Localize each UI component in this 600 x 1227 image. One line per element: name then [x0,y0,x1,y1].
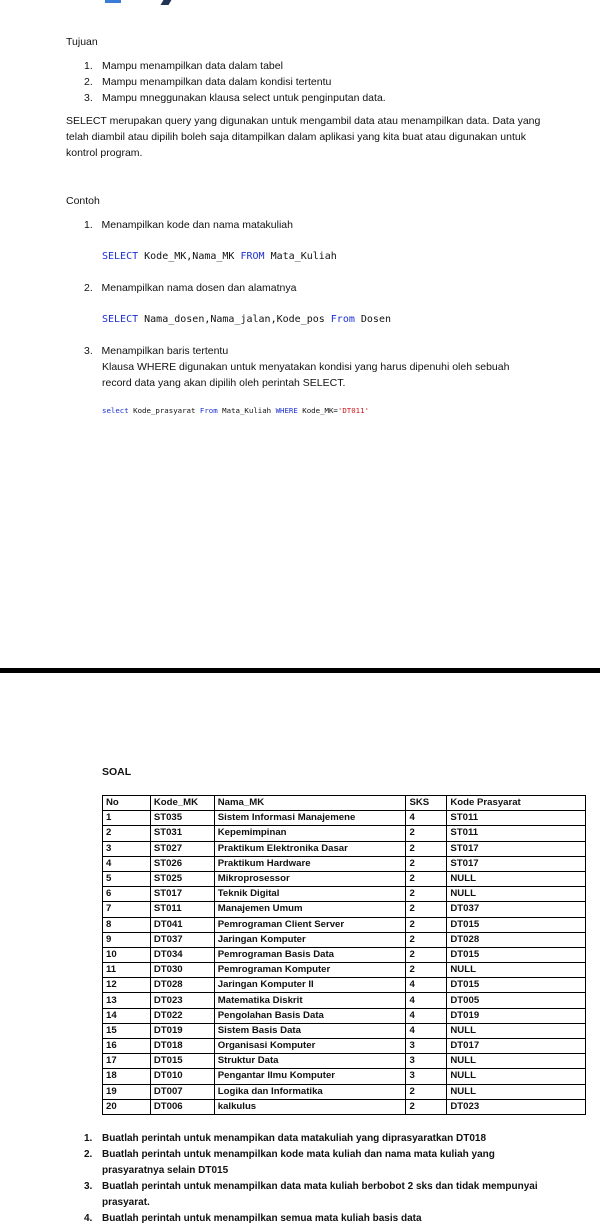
list-item: 3. Mampu mneggunakan klausa select untuk penginputan data. [84,92,386,104]
table-cell: 4 [406,1023,447,1038]
table-row [103,1054,586,1069]
table-row [103,856,586,871]
table-cell: 8 [103,917,151,932]
table-cell: NULL [447,963,586,978]
table-cell: 19 [103,1084,151,1099]
table-cell: DT022 [150,1008,214,1023]
table-cell: DT015 [447,947,586,962]
table-cell: DT010 [150,1069,214,1084]
table-cell: ST017 [447,856,586,871]
table-cell: Pemrograman Client Server [214,917,406,932]
list-item: 4. Buatlah perintah untuk menampilkan semua mata kuliah basis data [84,1213,422,1224]
table-row [103,1023,586,1038]
table-row [103,932,586,947]
table-cell: DT019 [447,1008,586,1023]
table-cell: 2 [406,887,447,902]
table-cell: 3 [406,1054,447,1069]
example-3-sql: select Kode_prasyarat From Mata_Kuliah WHERE Kode_MK='DT011' [102,406,370,415]
table-cell: Praktikum Elektronika Dasar [214,841,406,856]
example-1-title: 1. Menampilkan kode dan nama matakuliah [84,219,293,231]
table-cell: Struktur Data [214,1054,406,1069]
list-item: 1. Mampu menampilkan data dalam tabel [84,60,283,72]
table-cell: Organisasi Komputer [214,1039,406,1054]
table-cell: 10 [103,947,151,962]
table-row [103,1008,586,1023]
example-1-sql: SELECT Kode_MK,Nama_MK FROM Mata_Kuliah [102,251,337,262]
column-header: Kode_MK [150,796,214,811]
table-cell: DT041 [150,917,214,932]
table-cell: DT015 [447,917,586,932]
table-cell: ST031 [150,826,214,841]
table-cell: DT006 [150,1099,214,1114]
table-cell: 2 [406,856,447,871]
table-row [103,963,586,978]
contoh-heading: Contoh [66,195,100,207]
table-cell: 7 [103,902,151,917]
table-cell: DT034 [150,947,214,962]
table-body [103,811,586,1115]
table-cell: ST011 [150,902,214,917]
table-row [103,1039,586,1054]
example-2-title: 2. Menampilkan nama dosen dan alamatnya [84,282,297,294]
table-cell: DT018 [150,1039,214,1054]
table-cell: NULL [447,871,586,886]
list-item: 1. Buatlah perintah untuk menampikan data matakuliah yang diprasyaratkan DT018 [84,1133,486,1144]
table-cell: NULL [447,1054,586,1069]
table-cell: 3 [103,841,151,856]
table-cell: 14 [103,1008,151,1023]
list-item: 3. Buatlah perintah untuk menampilkan data mata kuliah berbobot 2 sks dan tidak mempunyai prasyarat. [84,1181,538,1208]
table-cell: ST017 [447,841,586,856]
table-cell: 18 [103,1069,151,1084]
column-header: SKS [406,796,447,811]
tujuan-list [66,58,536,106]
table-row [103,811,586,826]
table-row [103,993,586,1008]
table-cell: 2 [406,841,447,856]
table-cell: Mikroprosessor [214,871,406,886]
example-3-description: Klausa WHERE digunakan untuk menyatakan kondisi yang harus dipenuhi oleh sebuah record data yang akan dipilih oleh perintah SELECT. [102,361,510,389]
table-cell: DT023 [150,993,214,1008]
table-row [103,887,586,902]
table-row [103,871,586,886]
list-item: 2. Buatlah perintah untuk menampilkan kode mata kuliah dan nama mata kuliah yang prasyaratnya selain DT015 [84,1149,495,1176]
table-cell: 4 [406,978,447,993]
table-row [103,826,586,841]
table-cell: ST011 [447,826,586,841]
table-cell: 2 [406,917,447,932]
table-row [103,1084,586,1099]
table-cell: 6 [103,887,151,902]
table-cell: DT023 [447,1099,586,1114]
table-cell: 2 [406,947,447,962]
table-cell: 2 [406,1084,447,1099]
table-cell: 3 [406,1039,447,1054]
table-cell: DT005 [447,993,586,1008]
question-list [84,1131,554,1227]
table-cell: Jaringan Komputer [214,932,406,947]
mata-kuliah-table [102,795,586,1115]
table-cell: 12 [103,978,151,993]
page-divider [0,668,600,673]
table-cell: DT019 [150,1023,214,1038]
table-cell: DT028 [447,932,586,947]
table-cell: ST035 [150,811,214,826]
table-row [103,841,586,856]
table-row [103,917,586,932]
table-cell: 20 [103,1099,151,1114]
table-cell: 4 [406,1008,447,1023]
table-cell: Logika dan Informatika [214,1084,406,1099]
header-logo-fragment [100,0,180,6]
table-cell: NULL [447,1023,586,1038]
table-cell: 2 [406,826,447,841]
table-cell: DT028 [150,978,214,993]
table-cell: NULL [447,887,586,902]
table-cell: 15 [103,1023,151,1038]
table-cell: 17 [103,1054,151,1069]
table-cell: 2 [406,963,447,978]
list-item: 2. Mampu menampilkan data dalam kondisi tertentu [84,76,332,88]
column-header: Kode Prasyarat [447,796,586,811]
table-cell: Pemrograman Basis Data [214,947,406,962]
table-cell: Teknik Digital [214,887,406,902]
table-cell: 11 [103,963,151,978]
table-cell: 9 [103,932,151,947]
table-cell: DT030 [150,963,214,978]
table-cell: ST025 [150,871,214,886]
table-row [103,947,586,962]
table-cell: ST011 [447,811,586,826]
table-header-row [103,796,586,811]
column-header: Nama_MK [214,796,406,811]
table-cell: kalkulus [214,1099,406,1114]
table-cell: Sistem Informasi Manajemene [214,811,406,826]
example-2-sql: SELECT Nama_dosen,Nama_jalan,Kode_pos From Dosen [102,314,391,325]
table-cell: Sistem Basis Data [214,1023,406,1038]
table-cell: 2 [406,871,447,886]
tujuan-heading: Tujuan [66,36,98,48]
table-cell: 5 [103,871,151,886]
table-row [103,1099,586,1114]
table-cell: ST026 [150,856,214,871]
table-cell: Pengolahan Basis Data [214,1008,406,1023]
table-cell: ST027 [150,841,214,856]
intro-paragraph: SELECT merupakan query yang digunakan untuk mengambil data atau menampilkan data. Data yang telah diambil atau dipilih boleh saja ditampilkan dalam aplikasi yang kita buat atau digunakan untuk kontrol program. [66,115,541,159]
table-cell: DT007 [150,1084,214,1099]
table-cell: Pemrograman Komputer [214,963,406,978]
table-cell: ST017 [150,887,214,902]
table-cell: 2 [406,932,447,947]
soal-title: SOAL [102,766,132,778]
table-cell: 4 [406,811,447,826]
table-cell: DT015 [150,1054,214,1069]
table-row [103,1069,586,1084]
table-cell: 2 [406,1099,447,1114]
table-cell: 16 [103,1039,151,1054]
column-header: No [103,796,151,811]
table-cell: Kepemimpinan [214,826,406,841]
table-cell: 3 [406,1069,447,1084]
table-cell: Jaringan Komputer II [214,978,406,993]
table-cell: DT037 [150,932,214,947]
table-cell: DT017 [447,1039,586,1054]
table-cell: 4 [103,856,151,871]
table-cell: 2 [103,826,151,841]
table-cell: 2 [406,902,447,917]
table-cell: DT015 [447,978,586,993]
table-row [103,902,586,917]
table-cell: Pengantar Ilmu Komputer [214,1069,406,1084]
table-row [103,978,586,993]
table-cell: Praktikum Hardware [214,856,406,871]
table-cell: 13 [103,993,151,1008]
table-cell: Matematika Diskrit [214,993,406,1008]
table-cell: Manajemen Umum [214,902,406,917]
table-cell: NULL [447,1069,586,1084]
table-cell: DT037 [447,902,586,917]
table-cell: NULL [447,1084,586,1099]
example-3-title: 3. Menampilkan baris tertentu [84,345,229,357]
table-cell: 1 [103,811,151,826]
table-cell: 4 [406,993,447,1008]
